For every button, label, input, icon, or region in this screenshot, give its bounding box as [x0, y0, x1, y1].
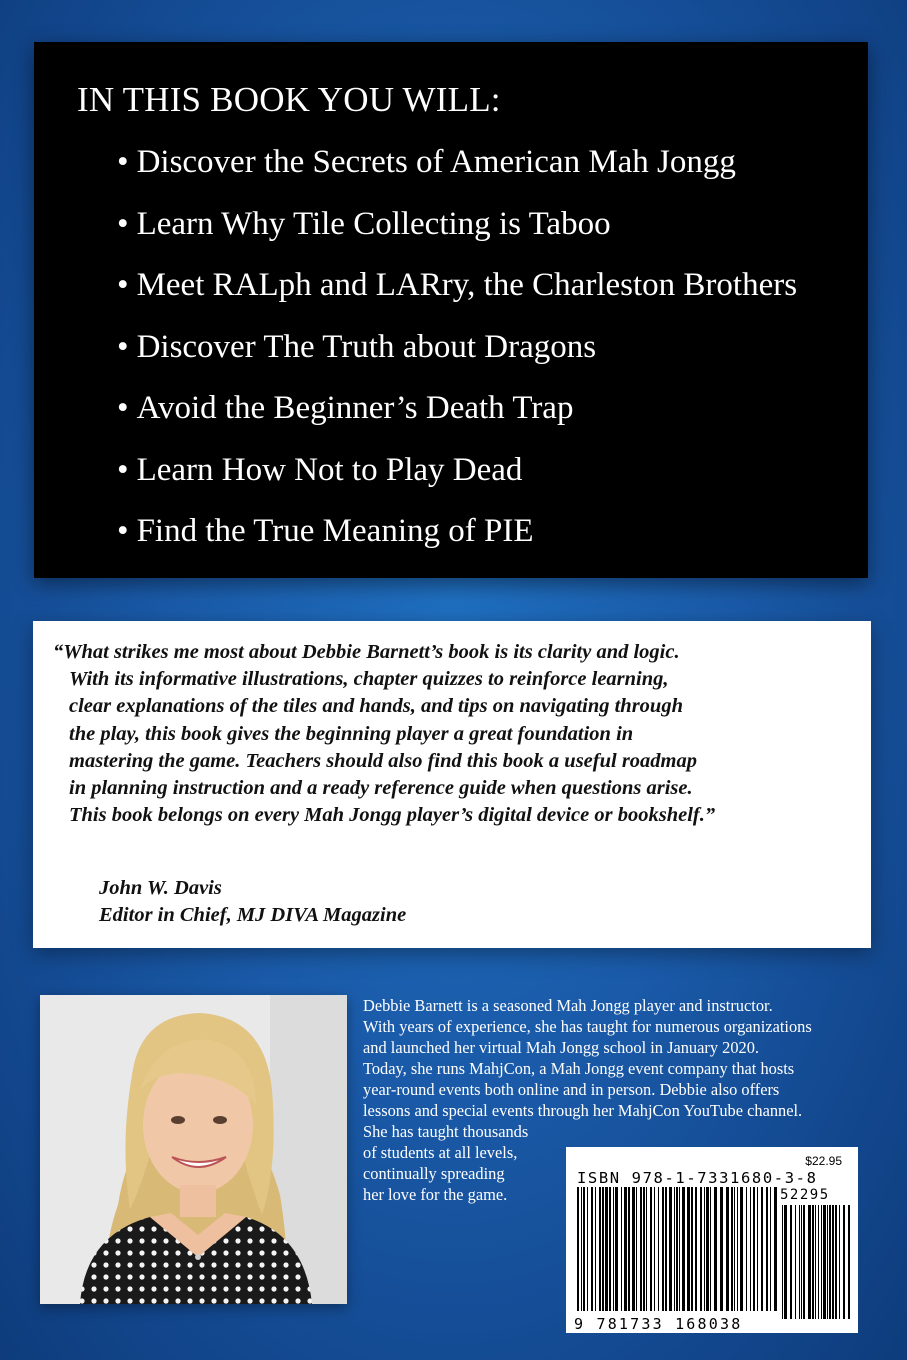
barcode-digits: 9 781733 168038: [574, 1315, 743, 1333]
barcode-bar: [753, 1187, 755, 1311]
bio-line: Today, she runs MahjCon, a Mah Jongg event company that hosts: [363, 1059, 795, 1078]
bio-line: continually spreading: [363, 1164, 505, 1183]
features-panel: [34, 42, 868, 578]
addon-bar: [843, 1205, 845, 1319]
addon-bar: [832, 1205, 834, 1319]
barcode-bar: [679, 1187, 680, 1311]
bullet-icon: •: [117, 205, 129, 242]
addon-code: 52295: [780, 1187, 830, 1203]
barcode-bar: [599, 1187, 601, 1311]
barcode-bar: [650, 1187, 652, 1311]
quote-line: With its informative illustrations, chapter quizzes to reinforce learning,: [69, 668, 669, 691]
addon-bar: [795, 1205, 796, 1319]
feature-item: [117, 265, 797, 327]
barcode-bar: [609, 1187, 611, 1311]
barcode-bar: [646, 1187, 647, 1311]
barcode-bar: [665, 1187, 667, 1311]
feature-item-text: Meet RALph and LARry, the Charleston Brothers: [136, 267, 798, 303]
addon-bar: [821, 1205, 822, 1319]
quote-line: mastering the game. Teachers should also find this book a useful roadmap: [69, 749, 697, 772]
barcode-bar: [577, 1187, 579, 1311]
barcode-bar: [676, 1187, 678, 1311]
barcode-bar: [766, 1187, 768, 1311]
barcode-bar: [687, 1187, 690, 1311]
bio-line: lessons and special events through her MahjCon YouTube channel.: [363, 1101, 803, 1120]
addon-bar: [799, 1205, 800, 1319]
barcode-bar: [654, 1187, 655, 1311]
addon-bar: [801, 1205, 802, 1319]
bio-line: With years of experience, she has taught for numerous organizations: [363, 1017, 812, 1036]
barcode-bar: [595, 1187, 596, 1311]
feature-item: [117, 204, 797, 266]
barcode-bar: [587, 1187, 588, 1311]
barcode-bar: [770, 1187, 771, 1311]
bullet-icon: •: [117, 267, 129, 303]
barcode-bar: [726, 1187, 729, 1311]
addon-bar: [818, 1205, 819, 1319]
quote-line: the play, this book gives the beginning player a great foundation in: [69, 722, 634, 745]
addon-bar: [803, 1205, 805, 1319]
quote-line: clear explanations of the tiles and hands, and tips on navigating through: [69, 695, 683, 718]
barcode-bar: [731, 1187, 733, 1311]
feature-item-text: Learn How Not to Play Dead: [136, 451, 523, 488]
features-heading: IN THIS BOOK YOU WILL:: [77, 80, 501, 119]
barcode-bar: [774, 1187, 777, 1311]
addon-bar: [835, 1205, 837, 1319]
isbn-barcode-box: [566, 1147, 858, 1333]
bio-line: and launched her virtual Mah Jongg school in January 2020.: [363, 1038, 760, 1057]
feature-item-text: Discover The Truth about Dragons: [136, 328, 597, 365]
barcode-bar: [643, 1187, 645, 1311]
barcode-bar: [691, 1187, 693, 1311]
addon-bar: [823, 1205, 826, 1319]
bullet-icon: •: [117, 328, 129, 365]
barcode-bar: [737, 1187, 738, 1311]
isbn-label: ISBN 978-1-7331680-3-8: [577, 1169, 818, 1187]
features-list: [117, 142, 797, 573]
barcode-bar: [602, 1187, 604, 1311]
addon-bar: [839, 1205, 840, 1319]
barcode-bar: [662, 1187, 664, 1311]
addon-bar: [812, 1205, 814, 1319]
barcode-bar: [695, 1187, 697, 1311]
barcode-bar: [704, 1187, 705, 1311]
barcode-bar: [761, 1187, 763, 1311]
bullet-icon: •: [117, 144, 129, 180]
barcode-bar: [714, 1187, 717, 1311]
bio-line: She has taught thousands: [363, 1122, 529, 1141]
barcode-bars: [577, 1187, 852, 1319]
author-photo: [40, 995, 347, 1304]
barcode-bar: [750, 1187, 751, 1311]
addon-bar: [827, 1205, 828, 1319]
testimonial-quote: [53, 639, 863, 829]
barcode-bar: [636, 1187, 637, 1311]
barcode-bar: [624, 1187, 627, 1311]
feature-item-text: Discover the Secrets of American Mah Jongg: [136, 144, 736, 180]
feature-item-text: Learn Why Tile Collecting is Taboo: [136, 205, 611, 242]
bullet-icon: •: [117, 451, 129, 488]
bio-line: Debbie Barnett is a seasoned Mah Jongg player and instructor.: [363, 996, 773, 1015]
quote-line: in planning instruction and a ready reference guide when questions arise.: [69, 777, 693, 800]
feature-item-text: Find the True Meaning of PIE: [136, 513, 534, 549]
bio-line: year-round events both online and in person. Debbie also offers: [363, 1080, 780, 1099]
bullet-icon: •: [117, 513, 129, 549]
barcode-bar: [669, 1187, 672, 1311]
testimonial-attribution: [99, 875, 406, 929]
feature-item: [117, 388, 797, 450]
feature-item: [117, 142, 797, 204]
attribution-title: Editor in Chief, MJ DIVA Magazine: [99, 904, 407, 927]
author-portrait-image: [40, 995, 347, 1304]
barcode-bar: [710, 1187, 711, 1311]
addon-bar: [790, 1205, 792, 1319]
feature-item: [117, 327, 797, 389]
barcode-bar: [621, 1187, 622, 1311]
barcode-bar: [583, 1187, 585, 1311]
barcode-bar: [613, 1187, 614, 1311]
barcode-bar: [581, 1187, 582, 1311]
barcode-bar: [605, 1187, 608, 1311]
testimonial-panel: [33, 621, 871, 948]
price-label: $22.95: [805, 1154, 842, 1168]
feature-item: [117, 450, 797, 512]
addon-bar: [784, 1205, 787, 1319]
barcode-bar: [706, 1187, 709, 1311]
barcode-bar: [591, 1187, 593, 1311]
barcode-bar: [615, 1187, 618, 1311]
feature-item-text: Avoid the Beginner’s Death Trap: [136, 390, 574, 426]
bio-line: of students at all levels,: [363, 1143, 518, 1162]
attribution-name: John W. Davis: [99, 877, 222, 899]
quote-line: “What strikes me most about Debbie Barnett’s book is its clarity and logic.: [53, 641, 680, 663]
barcode-bar: [700, 1187, 702, 1311]
addon-bar: [848, 1205, 850, 1319]
addon-bar: [829, 1205, 831, 1319]
addon-bar: [782, 1205, 783, 1319]
barcode-bar: [734, 1187, 735, 1311]
feature-item: [117, 511, 797, 573]
barcode-bar: [632, 1187, 635, 1311]
barcode-bar: [757, 1187, 758, 1311]
barcode-bar: [658, 1187, 659, 1311]
barcode-bar: [740, 1187, 743, 1311]
barcode-bar: [746, 1187, 747, 1311]
barcode-bar: [640, 1187, 642, 1311]
barcode-bar: [674, 1187, 675, 1311]
bio-line: her love for the game.: [363, 1185, 508, 1204]
barcode-bar: [720, 1187, 723, 1311]
quote-line: This book belongs on every Mah Jongg player’s digital device or bookshelf.”: [69, 804, 716, 827]
barcode-bar: [682, 1187, 685, 1311]
barcode-bar: [628, 1187, 630, 1311]
addon-bar: [815, 1205, 816, 1319]
bullet-icon: •: [117, 390, 129, 426]
addon-bar: [808, 1205, 811, 1319]
